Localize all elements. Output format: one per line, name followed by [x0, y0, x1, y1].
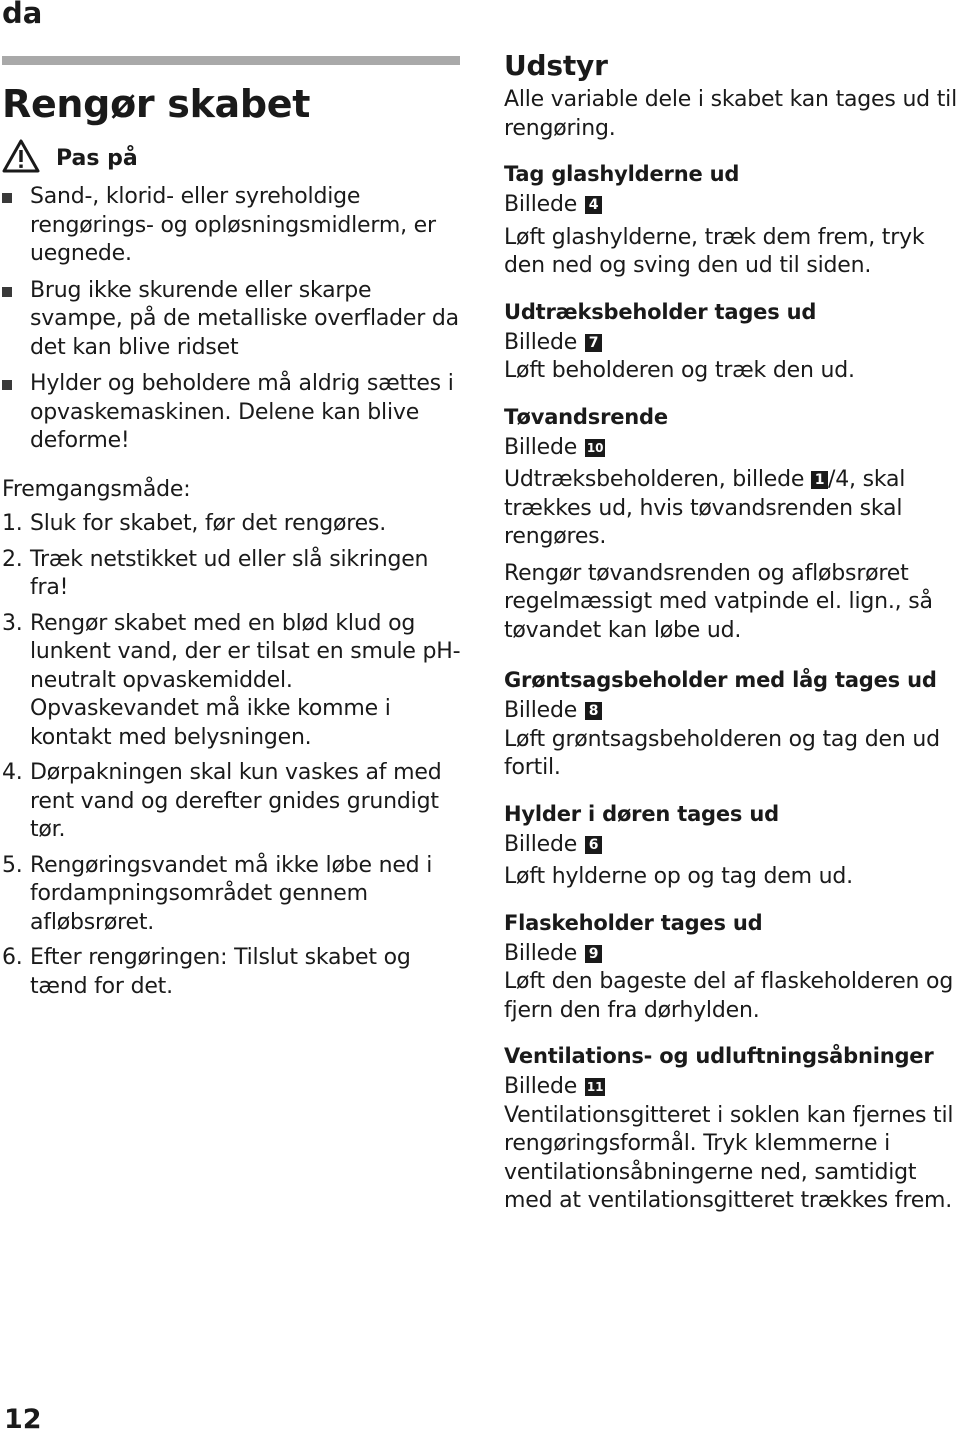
subsection-title: Tag glashylderne ud: [504, 162, 740, 186]
section-rule: [2, 56, 460, 65]
list-item: 2. Træk netstikket ud eller slå sikringen fra!: [2, 546, 429, 600]
list-item: 3. Rengør skabet med en blød klud og lunkent vand, der er tilsat en smule pH-neutralt opvaskemiddel. Opvaskevandet må ikke komme i kontakt med belysningen.: [2, 610, 461, 750]
figure-number-badge: 8: [585, 702, 602, 720]
bullet-square-icon: [2, 193, 12, 203]
subsection-text: Rengør tøvandsrenden og afløbsrøret regelmæssigt med vatpinde el. lign., så tøvandet kan løbe ud.: [504, 560, 933, 643]
subsection-text: Løft hylderne op og tag dem ud.: [504, 864, 853, 889]
figure-number-badge: 7: [585, 334, 602, 352]
subsection-text: Ventilationsgitteret i soklen kan fjernes til rengøringsformål. Tryk klemmerne i ventilationsåbningerne ned, samtidigt med at ventilationsgitteret trækkes frem.: [504, 1102, 954, 1213]
subsection-text: Løft den bageste del af flaskeholderen og fjern den fra dørhylden.: [504, 969, 954, 1023]
procedure-label: Fremgangsmåde:: [2, 476, 191, 502]
bullet-square-icon: [2, 287, 12, 297]
bullet-square-icon: [2, 380, 12, 390]
list-item: Brug ikke skurende eller skarpe svampe, på de metalliske overflader da det kan blive ridset: [2, 277, 462, 363]
page-number: 12: [4, 1404, 42, 1435]
page-title: Rengør skabet: [2, 82, 311, 126]
subsection-title: Hylder i døren tages ud: [504, 801, 779, 826]
section-heading: Udstyr: [504, 49, 608, 82]
warning-triangle-icon: [2, 139, 40, 177]
figure-ref: Billede 10: [504, 434, 604, 460]
subsection-title: Flaskeholder tages ud: [504, 910, 763, 935]
figure-ref: Billede 9: [504, 940, 960, 969]
figure-ref: Billede 11: [504, 1074, 604, 1099]
list-item: 5. Rengøringsvandet må ikke løbe ned i fordampningsområdet gennem afløbsrøret.: [2, 852, 433, 935]
figure-number-badge: 1: [811, 471, 828, 489]
list-item: 6. Efter rengøringen: Tilslut skabet og tænd for det.: [2, 945, 411, 999]
intro-text: Alle variable dele i skabet kan tages ud til rengøring.: [504, 87, 957, 141]
caution-heading: [2, 141, 462, 175]
figure-number-badge: 6: [585, 836, 602, 854]
list-item: 1. Sluk for skabet, før det rengøres.: [2, 511, 386, 536]
subsection-text: Løft glashylderne, træk dem frem, tryk den ned og sving den ud til siden.: [504, 224, 925, 278]
figure-number-badge: 9: [585, 945, 602, 963]
figure-ref: Billede 4: [504, 191, 960, 220]
figure-ref: Billede 6: [504, 831, 960, 860]
caution-list: [2, 183, 462, 456]
subsection-title: Udtræksbeholder tages ud: [504, 299, 817, 324]
subsection-title: Tøvandsrende: [504, 404, 668, 429]
list-item: 4. Dørpakningen skal kun vaskes af med rent vand og derefter gnides grundigt tør.: [2, 760, 442, 842]
figure-ref: Billede 7: [504, 329, 960, 358]
figure-number-badge: 11: [586, 1080, 604, 1095]
figure-ref: Billede 8: [504, 697, 960, 726]
left-column: [2, 56, 462, 1008]
figure-number-badge: 10: [586, 440, 604, 455]
caution-label: Pas på: [56, 145, 138, 171]
right-column: [504, 46, 960, 1216]
list-item: Hylder og beholdere må aldrig sættes i opvaskemaskinen. Delene kan blive deforme!: [2, 370, 462, 456]
procedure-steps: [2, 510, 462, 1001]
subsection-title: Ventilations- og udluftningsåbninger: [504, 1044, 934, 1068]
subsection-text: Udtræksbeholderen, billede 1 /4, skal trækkes ud, hvis tøvandsrenden skal rengøres.: [504, 467, 906, 549]
subsection-text: Løft grøntsagsbeholderen og tag den ud fortil.: [504, 726, 940, 780]
figure-number-badge: 4: [585, 196, 602, 214]
subsection-title: Grøntsagsbeholder med låg tages ud: [504, 668, 937, 692]
language-code: da: [2, 0, 43, 30]
subsection-text: Løft beholderen og træk den ud.: [504, 358, 855, 383]
list-item: Sand-, klorid- eller syreholdige rengørings- og opløsningsmidlerm, er uegnede.: [2, 183, 462, 269]
